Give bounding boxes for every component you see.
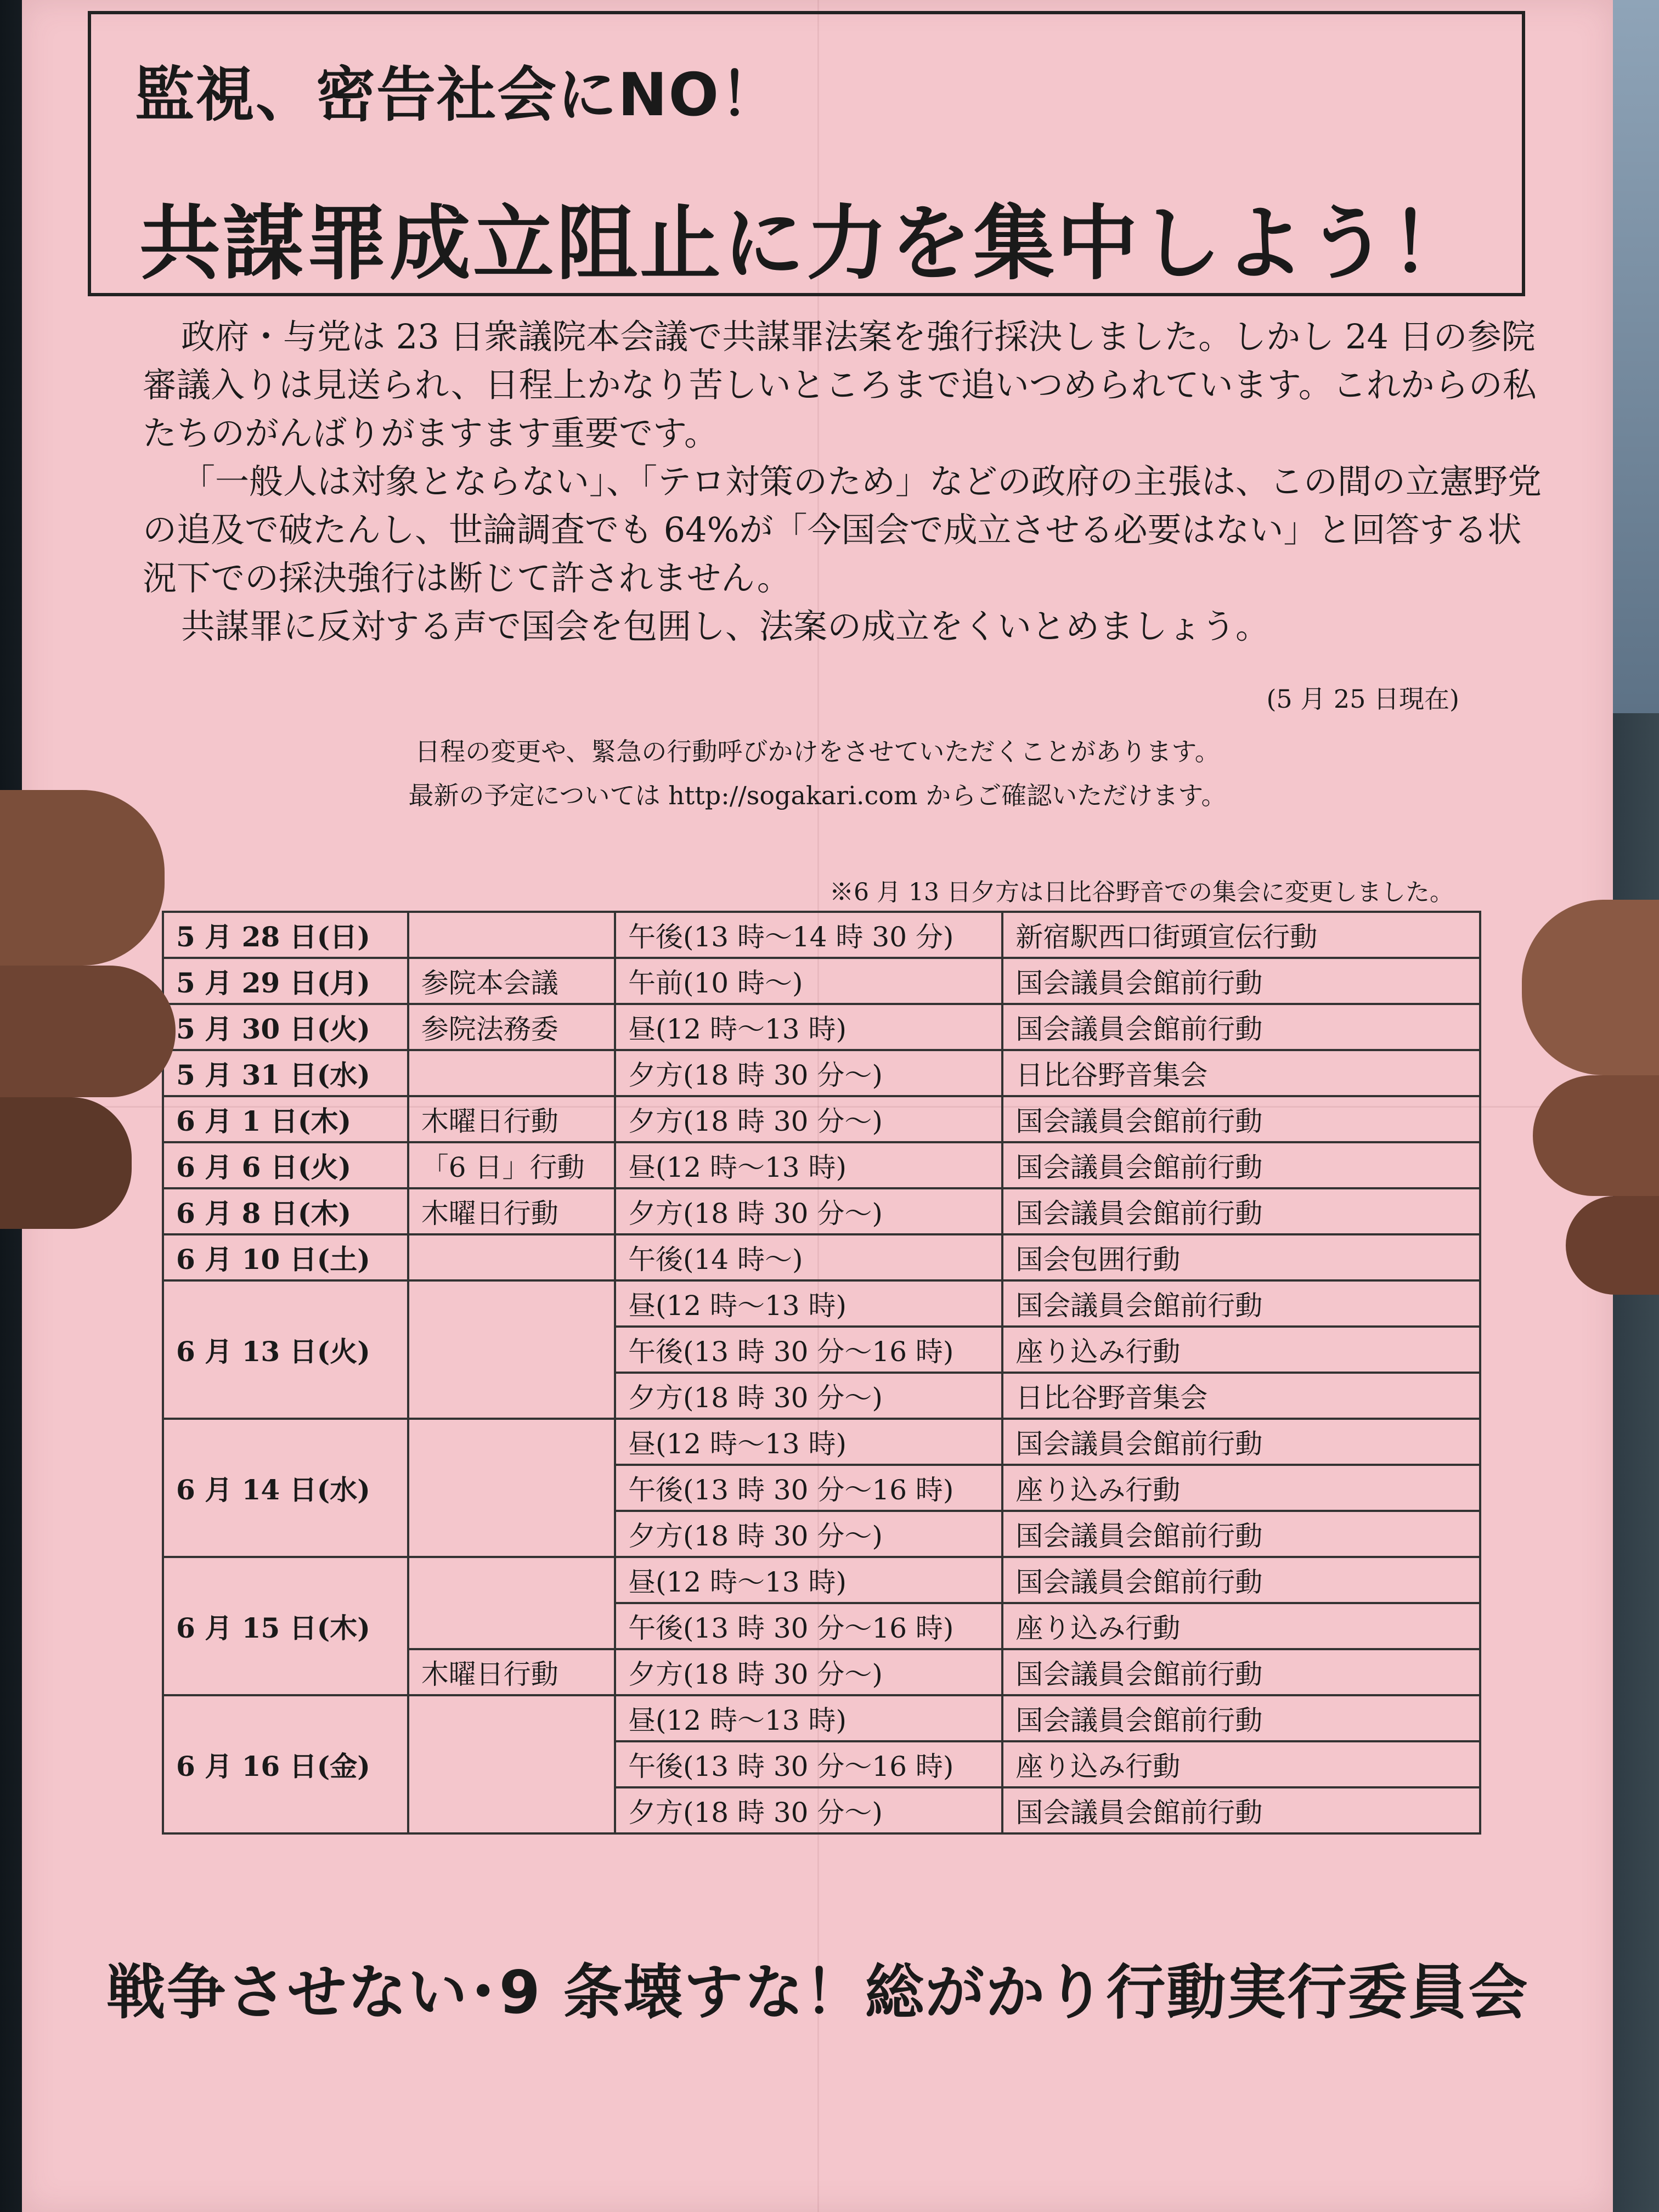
meeting-cell: 木曜日行動 xyxy=(408,1096,615,1142)
table-row xyxy=(163,1050,1480,1096)
time-cell: 昼(12 時～13 時) xyxy=(615,1419,1002,1465)
meeting-cell: 木曜日行動 xyxy=(408,1649,615,1695)
right-hand-finger xyxy=(1533,1075,1659,1196)
date-cell: 6 月 15 日(木) xyxy=(163,1557,408,1695)
as-of-date: (5 月 25 日現在) xyxy=(1266,684,1459,714)
meeting-cell xyxy=(408,1050,615,1096)
time-cell: 昼(12 時～13 時) xyxy=(615,1280,1002,1327)
headline-small: 監視、密告社会にNO！ xyxy=(135,61,781,129)
action-cell: 座り込み行動 xyxy=(1002,1327,1480,1373)
date-cell: 5 月 31 日(水) xyxy=(163,1050,408,1096)
time-cell: 夕方(18 時 30 分～) xyxy=(615,1787,1002,1833)
time-cell: 夕方(18 時 30 分～) xyxy=(615,1188,1002,1234)
date-cell: 5 月 28 日(日) xyxy=(163,912,408,958)
action-cell: 国会議員会館前行動 xyxy=(1002,1649,1480,1695)
time-cell: 午後(13 時 30 分～16 時) xyxy=(615,1741,1002,1787)
table-row xyxy=(163,1280,1480,1327)
title-box xyxy=(88,11,1525,296)
time-cell: 午後(13 時 30 分～16 時) xyxy=(615,1603,1002,1649)
meeting-cell xyxy=(408,1234,615,1280)
time-cell: 夕方(18 時 30 分～) xyxy=(615,1096,1002,1142)
meeting-cell: 参院本会議 xyxy=(408,958,615,1004)
body-paragraph-1: 政府・与党は 23 日衆議院本会議で共謀罪法案を強行採決しました。しかし 24 日の参院審議入りは見送られ、日程上かなり苦しいところまで追いつめられています。これからの私たちのがんばりがますます重要です。 xyxy=(143,317,1537,453)
headline-main: 共謀罪成立阻止に力を集中しよう！ xyxy=(139,196,1474,291)
notice-line-2: 最新の予定については http://sogakari.com からご確認いただけます。 xyxy=(408,781,1227,810)
notice-line-1: 日程の変更や、緊急の行動呼びかけをさせていただくことがあります。 xyxy=(415,737,1220,766)
meeting-cell xyxy=(408,1557,615,1649)
time-cell: 午後(13 時 30 分～16 時) xyxy=(615,1327,1002,1373)
left-hand-finger xyxy=(0,1097,132,1229)
change-note: ※6 月 13 日夕方は日比谷野音での集会に変更しました。 xyxy=(830,878,1454,906)
left-hand-finger xyxy=(0,966,176,1097)
flyer-paper xyxy=(22,0,1613,2212)
date-cell: 6 月 10 日(土) xyxy=(163,1234,408,1280)
action-cell: 新宿駅西口街頭宣伝行動 xyxy=(1002,912,1480,958)
schedule-table xyxy=(162,911,1481,1835)
action-cell: 国会議員会館前行動 xyxy=(1002,1188,1480,1234)
date-cell: 6 月 14 日(水) xyxy=(163,1419,408,1557)
action-cell: 日比谷野音集会 xyxy=(1002,1373,1480,1419)
time-cell: 昼(12 時～13 時) xyxy=(615,1695,1002,1741)
action-cell: 国会議員会館前行動 xyxy=(1002,1695,1480,1741)
action-cell: 座り込み行動 xyxy=(1002,1603,1480,1649)
date-cell: 6 月 8 日(木) xyxy=(163,1188,408,1234)
schedule-notice xyxy=(22,730,1613,817)
time-cell: 夕方(18 時 30 分～) xyxy=(615,1373,1002,1419)
time-cell: 夕方(18 時 30 分～) xyxy=(615,1649,1002,1695)
table-row xyxy=(163,1004,1480,1050)
action-cell: 国会包囲行動 xyxy=(1002,1234,1480,1280)
table-row xyxy=(163,1557,1480,1603)
time-cell: 午後(13 時 30 分～16 時) xyxy=(615,1465,1002,1511)
time-cell: 昼(12 時～13 時) xyxy=(615,1004,1002,1050)
table-row xyxy=(163,1695,1480,1741)
action-cell: 国会議員会館前行動 xyxy=(1002,1142,1480,1188)
action-cell: 国会議員会館前行動 xyxy=(1002,1787,1480,1833)
meeting-cell: 木曜日行動 xyxy=(408,1188,615,1234)
action-cell: 国会議員会館前行動 xyxy=(1002,1004,1480,1050)
table-row xyxy=(163,1419,1480,1465)
table-row xyxy=(163,1096,1480,1142)
action-cell: 日比谷野音集会 xyxy=(1002,1050,1480,1096)
action-cell: 国会議員会館前行動 xyxy=(1002,1419,1480,1465)
table-row xyxy=(163,1142,1480,1188)
time-cell: 夕方(18 時 30 分～) xyxy=(615,1511,1002,1557)
table-row xyxy=(163,912,1480,958)
action-cell: 国会議員会館前行動 xyxy=(1002,958,1480,1004)
action-cell: 国会議員会館前行動 xyxy=(1002,1096,1480,1142)
time-cell: 午後(13 時～14 時 30 分) xyxy=(615,912,1002,958)
meeting-cell xyxy=(408,1419,615,1557)
table-row xyxy=(163,1234,1480,1280)
date-cell: 6 月 13 日(火) xyxy=(163,1280,408,1419)
table-row xyxy=(163,958,1480,1004)
action-cell: 国会議員会館前行動 xyxy=(1002,1511,1480,1557)
meeting-cell: 参院法務委 xyxy=(408,1004,615,1050)
date-cell: 6 月 1 日(木) xyxy=(163,1096,408,1142)
organization-name: 戦争させない･9 条壊すな！総がかり行動実行委員会 xyxy=(106,1959,1529,2027)
body-paragraph-3: 共謀罪に反対する声で国会を包囲し、法案の成立をくいとめましょう。 xyxy=(181,606,1270,646)
action-cell: 国会議員会館前行動 xyxy=(1002,1557,1480,1603)
time-cell: 午前(10 時～) xyxy=(615,958,1002,1004)
action-cell: 座り込み行動 xyxy=(1002,1465,1480,1511)
right-hand-finger xyxy=(1566,1196,1659,1295)
body-text xyxy=(143,313,1547,651)
meeting-cell xyxy=(408,1280,615,1419)
action-cell: 座り込み行動 xyxy=(1002,1741,1480,1787)
body-paragraph-2: 「一般人は対象とならない」、「テロ対策のため」などの政府の主張は、この間の立憲野党の追及で破たんし、世論調査でも 64%が「今国会で成立させる必要はない」と回答する状況下での採決強行は断じて許されません。 xyxy=(143,461,1542,598)
date-cell: 6 月 16 日(金) xyxy=(163,1695,408,1833)
meeting-cell xyxy=(408,1695,615,1833)
date-cell: 6 月 6 日(火) xyxy=(163,1142,408,1188)
date-cell: 5 月 29 日(月) xyxy=(163,958,408,1004)
left-hand-finger xyxy=(0,790,165,966)
date-cell: 5 月 30 日(火) xyxy=(163,1004,408,1050)
action-cell: 国会議員会館前行動 xyxy=(1002,1280,1480,1327)
meeting-cell: 「6 日」行動 xyxy=(408,1142,615,1188)
time-cell: 夕方(18 時 30 分～) xyxy=(615,1050,1002,1096)
time-cell: 午後(14 時～) xyxy=(615,1234,1002,1280)
meeting-cell xyxy=(408,912,615,958)
time-cell: 昼(12 時～13 時) xyxy=(615,1557,1002,1603)
time-cell: 昼(12 時～13 時) xyxy=(615,1142,1002,1188)
table-row xyxy=(163,1188,1480,1234)
